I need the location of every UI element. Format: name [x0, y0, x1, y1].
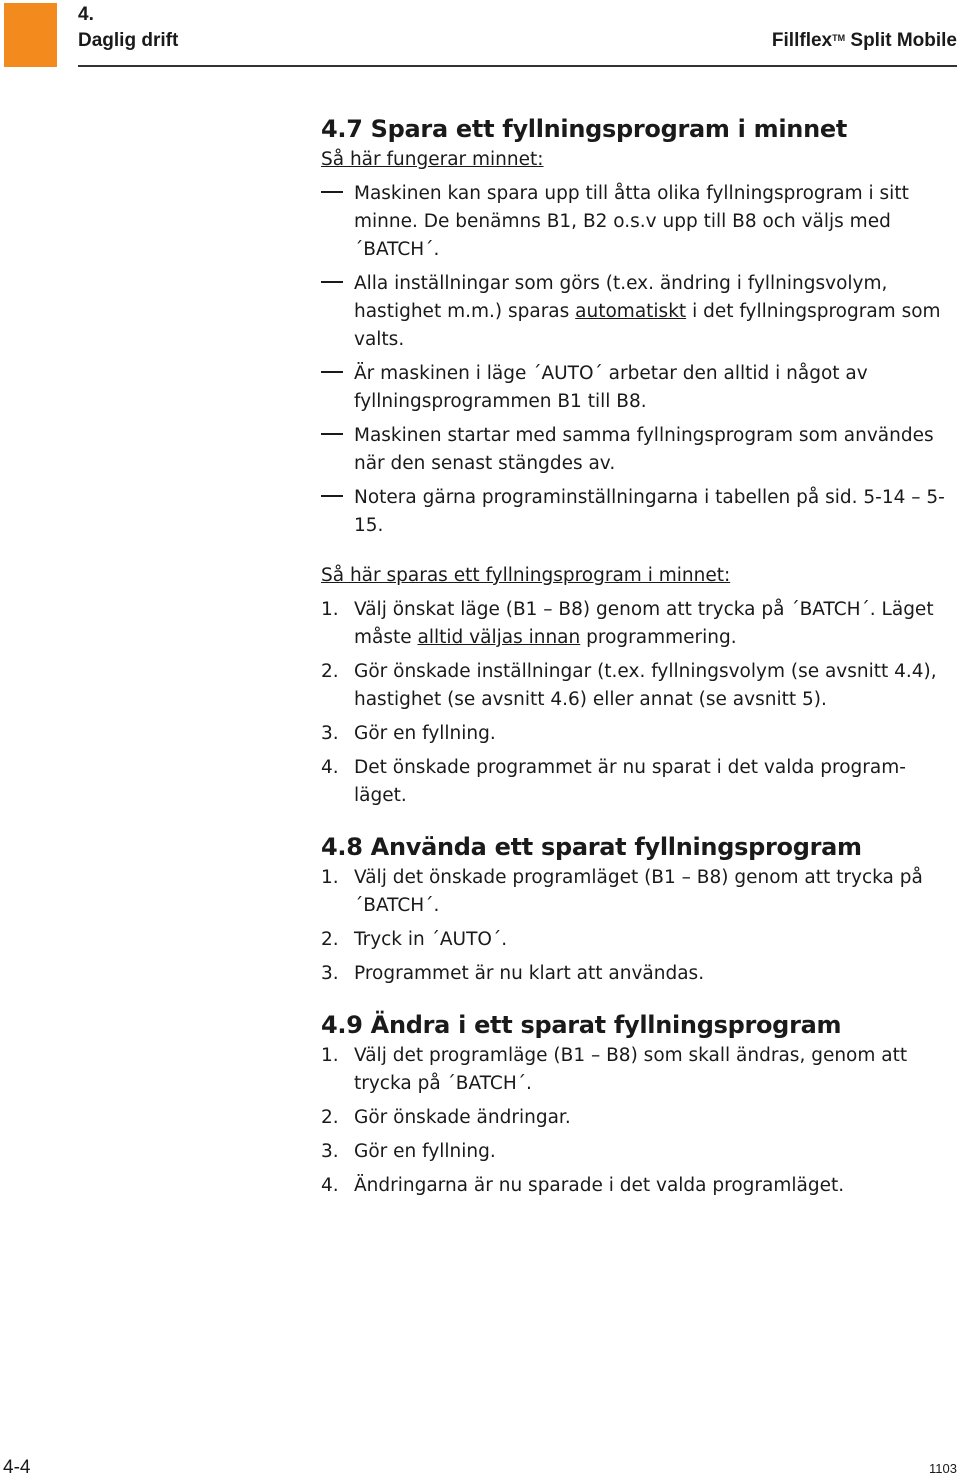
chapter-title: Daglig drift — [78, 30, 179, 51]
product-brand: Fillflex — [771, 30, 833, 51]
product-model: Split Mobile — [850, 30, 957, 51]
dash-bullet-icon — [321, 281, 343, 283]
section-heading-4-8: 4.8 Använda ett sparat fyllningsprogram — [321, 833, 862, 861]
step-item: 3. Programmet är nu klart att användas. — [321, 963, 705, 984]
list-item: Är maskinen i läge ˊAUTOˊ arbetar den alltid i något av fyllningsprogrammen B1 till B8. — [321, 360, 957, 416]
list-item: Alla inställningar som görs (t.ex. ändring i fyllningsvolym, hastighet m.m.) sparas automatiskt i det fyllningsprogram som valts. — [321, 270, 957, 354]
underlined-text: automatiskt — [575, 301, 687, 322]
dash-bullet-icon — [321, 191, 343, 193]
chapter-color-marker — [4, 3, 57, 67]
step-item: 4. Det önskade programmet är nu sparat i det valda program-läget. — [321, 757, 906, 806]
header-rule — [78, 65, 957, 67]
dash-bullet-icon — [321, 495, 343, 497]
step-item: 4. Ändringarna är nu sparade i det valda programläget. — [321, 1175, 845, 1196]
step-item: 1. Välj önskat läge (B1 – B8) genom att trycka på ˊBATCHˊ. Läget måste alltid väljas innan programmering. — [321, 599, 934, 648]
section-subheading: Så här sparas ett fyllningsprogram i minnet: — [321, 565, 731, 586]
step-item: 3. Gör en fyllning. — [321, 1141, 496, 1162]
page-body — [321, 112, 957, 1206]
list-item: Notera gärna programinställningarna i tabellen på sid. 5-14 – 5-15. — [321, 484, 957, 540]
section-subheading: Så här fungerar minnet: — [321, 149, 544, 170]
dash-bullet-icon — [321, 433, 343, 435]
underlined-text: alltid väljas innan — [417, 627, 581, 648]
step-item: 3. Gör en fyllning. — [321, 723, 496, 744]
section-heading-4-9: 4.9 Ändra i ett sparat fyllningsprogram — [321, 1011, 842, 1039]
step-item: 2. Gör önskade ändringar. — [321, 1107, 571, 1128]
step-item: 1. Välj det programläge (B1 – B8) som skall ändras, genom att trycka på ˊBATCHˊ. — [321, 1045, 908, 1094]
list-item: Maskinen startar med samma fyllningsprogram som användes när den senast stängdes av. — [321, 422, 957, 478]
trademark-mark: TM — [832, 33, 846, 43]
product-name — [772, 30, 957, 52]
section-heading-4-7: 4.7 Spara ett fyllningsprogram i minnet — [321, 115, 848, 143]
step-item: 2. Gör önskade inställningar (t.ex. fyllningsvolym (se avsnitt 4.4), hastighet (se avsnitt 4.6) eller annat (se avsnitt 5). — [321, 661, 937, 710]
page-number: 4-4 — [3, 1457, 31, 1478]
document-code: 1103 — [929, 1461, 957, 1476]
dash-bullet-icon — [321, 371, 343, 373]
step-item: 1. Välj det önskade programläget (B1 – B8) genom att trycka på ˊBATCHˊ. — [321, 867, 923, 916]
step-item: 2. Tryck in ˊAUTOˊ. — [321, 929, 508, 950]
list-item: Maskinen kan spara upp till åtta olika fyllningsprogram i sitt minne. De benämns B1, B2 o.s.v upp till B8 och väljs med ˊBATCHˊ. — [321, 180, 957, 264]
chapter-number: 4. — [78, 4, 94, 25]
